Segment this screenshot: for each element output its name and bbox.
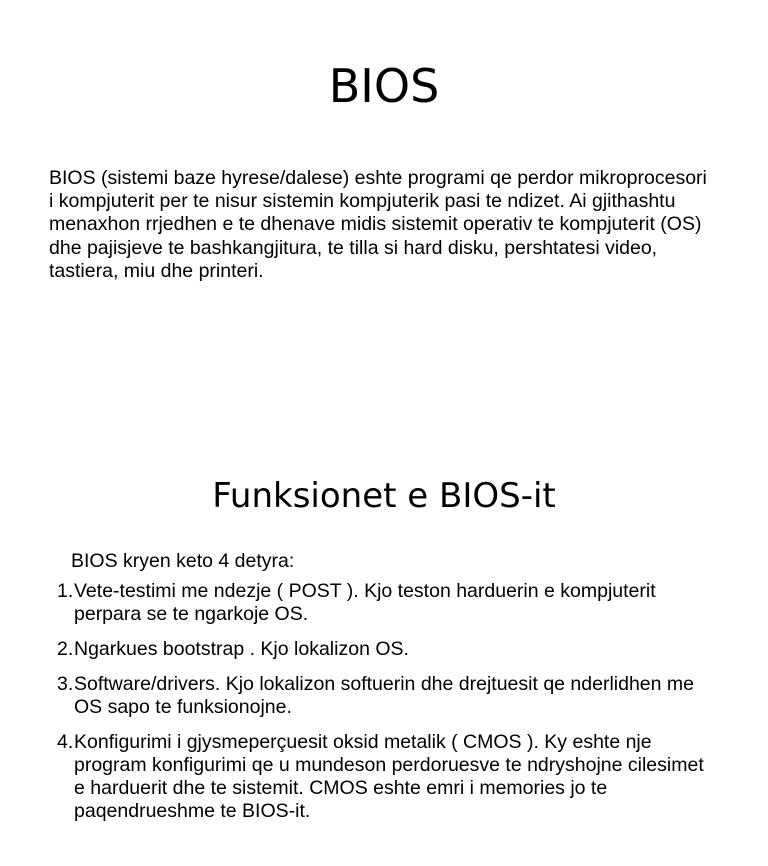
list-item-text: Vete-testimi me ndezje ( POST ). Kjo teston harduerin e kompjuterit perpara se te ngarkoje OS.	[74, 580, 656, 625]
list-lead: BIOS kryen keto 4 detyra:	[71, 550, 295, 572]
functions-list	[57, 580, 707, 835]
list-item-text: Software/drivers. Kjo lokalizon softuerin dhe drejtuesit qe nderlidhen me OS sapo te funksionojne.	[74, 673, 695, 718]
list-item-text: Ngarkues bootstrap . Kjo lokalizon OS.	[74, 638, 409, 660]
list-item-number: 1.	[57, 580, 74, 602]
list-item-number: 3.	[57, 673, 74, 695]
list-item	[57, 638, 707, 661]
list-item	[57, 673, 707, 719]
list-item-text: Konfigurimi i gjysmeperçuesit oksid metalik ( CMOS ). Ky eshte nje program konfigurimi qe u mundeson perdoruesve te ndryshojne cilesimet e harduerit dhe te sistemit. CMOS eshte emri i memories jo te paqendrueshme te BIOS-it.	[74, 731, 704, 822]
list-item-number: 4.	[57, 731, 74, 753]
section-title: Funksionet e BIOS-it	[212, 476, 556, 516]
page-title: BIOS	[328, 59, 440, 113]
list-item	[57, 731, 707, 823]
intro-paragraph: BIOS (sistemi baze hyrese/dalese) eshte programi qe perdor mikroprocesori i kompjuterit per te nisur sistemin kompjuterik pasi te ndizet. Ai gjithashtu menaxhon rrjedhen e te dhenave midis sistemit operativ te kompjuterit (OS) dhe pajisjeve te bashkangjitura, te tilla si hard disku, pershtatesi video, tastiera, miu dhe printeri.	[49, 167, 707, 282]
list-item-number: 2.	[57, 638, 74, 660]
list-item	[57, 580, 707, 626]
